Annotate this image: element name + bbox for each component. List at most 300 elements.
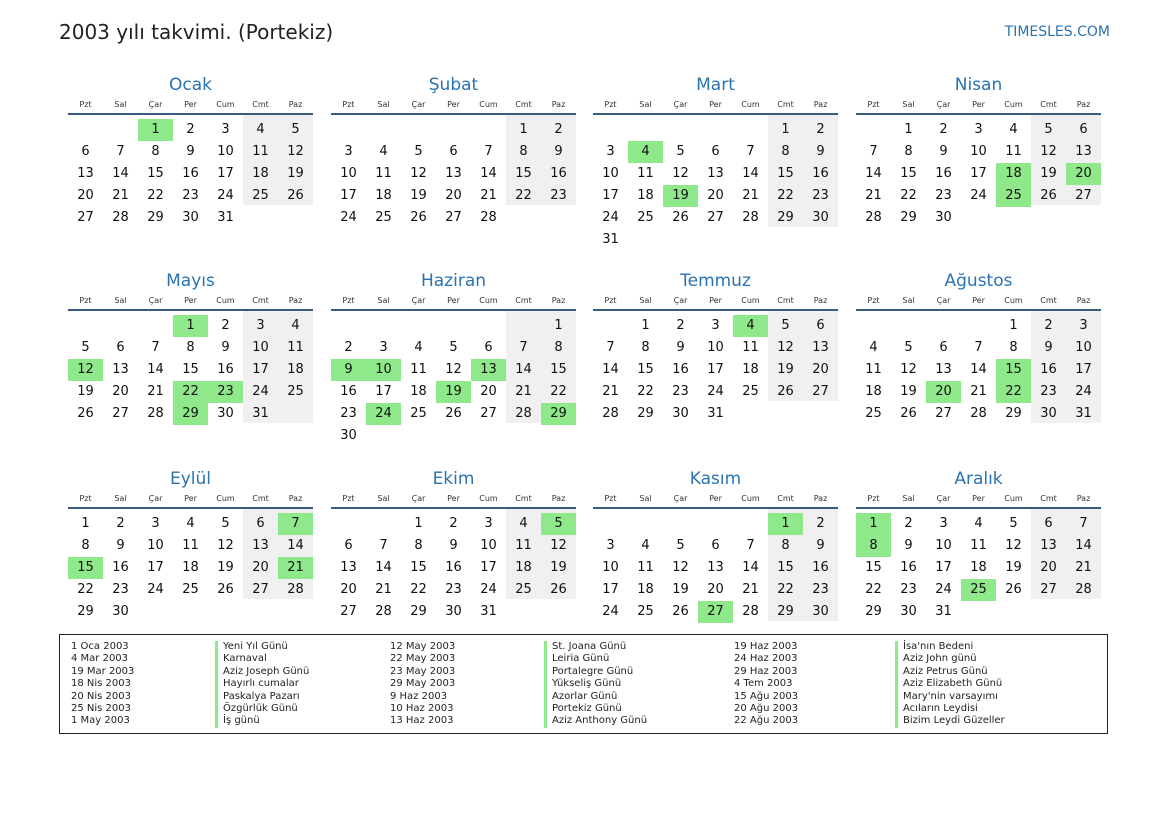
day-cell: 3 [711, 318, 720, 333]
weekday-label: Çar [148, 494, 163, 503]
weekday-label: Cmt [252, 296, 269, 305]
day-cell: 9 [816, 144, 825, 159]
day-cell: 22 [147, 188, 164, 203]
day-cell: 27 [935, 406, 952, 421]
day-cell: 6 [484, 340, 493, 355]
day-cell: 10 [340, 166, 357, 181]
day-cell: 12 [900, 362, 917, 377]
holiday-day-cell: 29 [541, 403, 576, 425]
weekday-label: Pzt [604, 100, 617, 109]
day-cell: 6 [1044, 516, 1053, 531]
weekday-label: Çar [148, 100, 163, 109]
day-cell: 18 [865, 384, 882, 399]
day-cell: 14 [865, 166, 882, 181]
day-cell: 30 [182, 210, 199, 225]
weekday-label: Cmt [777, 494, 794, 503]
day-cell: 16 [935, 166, 952, 181]
weekday-label: Cum [216, 494, 235, 503]
weekday-header [331, 100, 576, 112]
day-cell: 30 [812, 604, 829, 619]
day-cell: 29 [637, 406, 654, 421]
day-cell: 17 [375, 384, 392, 399]
weekday-label: Pzt [342, 494, 355, 503]
day-cell: 7 [151, 340, 160, 355]
day-cell: 13 [707, 166, 724, 181]
day-cell: 8 [904, 144, 913, 159]
day-cell: 23 [340, 406, 357, 421]
day-cell: 24 [217, 188, 234, 203]
day-cell: 16 [112, 560, 129, 575]
day-cell: 17 [707, 362, 724, 377]
day-cell: 11 [252, 144, 269, 159]
weekday-label: Paz [288, 296, 303, 305]
weekday-label: Cum [741, 494, 760, 503]
weekday-label: Çar [148, 296, 163, 305]
day-cell: 19 [217, 560, 234, 575]
month-title: Eylül [169, 469, 212, 489]
day-cell: 26 [445, 406, 462, 421]
holiday-day-cell: 29 [173, 403, 208, 425]
day-cell: 20 [252, 560, 269, 575]
holiday-date: 1 Oca 2003 [71, 641, 129, 652]
holiday-date: 22 May 2003 [390, 653, 456, 665]
day-cell: 10 [602, 560, 619, 575]
day-cell: 15 [637, 362, 654, 377]
weekday-label: Pzt [79, 100, 92, 109]
day-cell: 22 [865, 582, 882, 597]
day-cell: 26 [1005, 582, 1022, 597]
day-cell: 18 [182, 560, 199, 575]
day-cell: 14 [147, 362, 164, 377]
day-cell: 11 [515, 538, 532, 553]
holiday-day-cell: 20 [1066, 163, 1101, 185]
day-cell: 23 [1040, 384, 1057, 399]
holiday-day-cell: 1 [138, 119, 173, 141]
day-cell: 28 [742, 604, 759, 619]
weekday-label: Pzt [342, 296, 355, 305]
day-cell: 24 [935, 582, 952, 597]
day-cell: 7 [519, 340, 528, 355]
weekday-label: Cmt [515, 494, 532, 503]
holiday-day-cell: 1 [173, 315, 208, 337]
day-cell: 21 [515, 384, 532, 399]
weekday-label: Cmt [1040, 296, 1057, 305]
holiday-date: 25 Nis 2003 [71, 703, 131, 714]
holiday-date: 9 Haz 2003 [390, 690, 448, 702]
day-cell: 21 [147, 384, 164, 399]
day-cell: 14 [970, 362, 987, 377]
month-title: Mart [696, 75, 735, 95]
holiday-name: Leiria Günü [544, 653, 609, 666]
day-cell: 3 [606, 538, 615, 553]
day-cell: 20 [112, 384, 129, 399]
holiday-name: St. Joana Günü [544, 641, 626, 654]
holiday-name: Aziz Petrus Günü [895, 666, 988, 679]
day-cell: 8 [781, 538, 790, 553]
day-cell: 29 [777, 604, 794, 619]
day-cell: 28 [865, 210, 882, 225]
day-cell: 6 [939, 340, 948, 355]
day-cell: 2 [904, 516, 913, 531]
day-cell: 26 [777, 384, 794, 399]
month-calendar [856, 271, 1101, 461]
day-cell: 7 [116, 144, 125, 159]
weekday-label: Per [972, 494, 985, 503]
site-link[interactable]: TIMESLES.COM [1004, 24, 1110, 40]
day-cell: 5 [676, 538, 685, 553]
day-cell: 14 [602, 362, 619, 377]
day-cell: 15 [777, 560, 794, 575]
day-cell: 14 [515, 362, 532, 377]
day-cell: 1 [519, 122, 528, 137]
weekday-header [68, 494, 313, 506]
month-calendar [331, 469, 576, 659]
weekday-label: Cum [479, 100, 498, 109]
day-cell: 11 [375, 166, 392, 181]
weekday-header [856, 296, 1101, 308]
day-cell: 12 [1005, 538, 1022, 553]
weekday-label: Cum [479, 494, 498, 503]
day-cell: 21 [375, 582, 392, 597]
day-cell: 13 [445, 166, 462, 181]
day-cell: 5 [904, 340, 913, 355]
day-cell: 5 [781, 318, 790, 333]
day-cell: 1 [781, 122, 790, 137]
day-cell: 23 [112, 582, 129, 597]
weekday-label: Cum [741, 296, 760, 305]
weekday-label: Pzt [604, 494, 617, 503]
day-cell: 24 [252, 384, 269, 399]
day-cell: 27 [77, 210, 94, 225]
weekday-label: Pzt [79, 296, 92, 305]
day-cell: 9 [1044, 340, 1053, 355]
day-cell: 8 [554, 340, 563, 355]
day-cell: 11 [182, 538, 199, 553]
day-cell: 10 [480, 538, 497, 553]
holiday-date: 20 Nis 2003 [71, 690, 131, 702]
day-cell: 12 [410, 166, 427, 181]
weekday-label: Per [709, 494, 722, 503]
day-cell: 10 [970, 144, 987, 159]
day-cell: 13 [1040, 538, 1057, 553]
day-cell: 25 [865, 406, 882, 421]
day-cell: 4 [291, 318, 300, 333]
day-cell: 30 [112, 604, 129, 619]
holiday-day-cell: 13 [471, 359, 506, 381]
holiday-date: 1 May 2003 [71, 715, 130, 727]
day-cell: 24 [707, 384, 724, 399]
day-cell: 20 [707, 582, 724, 597]
day-cell: 31 [707, 406, 724, 421]
day-cell: 7 [869, 144, 878, 159]
day-cell: 17 [935, 560, 952, 575]
weekday-label: Cum [216, 100, 235, 109]
day-cell: 13 [707, 560, 724, 575]
holiday-date: 24 Haz 2003 [734, 653, 798, 665]
day-cell: 19 [1005, 560, 1022, 575]
day-cell: 16 [900, 560, 917, 575]
holiday-day-cell: 19 [663, 185, 698, 207]
day-cell: 6 [344, 538, 353, 553]
day-cell: 18 [970, 560, 987, 575]
day-cell: 1 [641, 318, 650, 333]
holiday-name: Portalegre Günü [544, 666, 633, 679]
day-cell: 4 [641, 538, 650, 553]
day-cell: 4 [519, 516, 528, 531]
holiday-name: İsa'nın Bedeni [895, 641, 973, 654]
day-cell: 21 [112, 188, 129, 203]
day-cell: 30 [445, 604, 462, 619]
day-cell: 13 [340, 560, 357, 575]
day-cell: 29 [1005, 406, 1022, 421]
weekday-label: Per [184, 100, 197, 109]
holiday-date: 29 May 2003 [390, 678, 456, 690]
day-cell: 26 [77, 406, 94, 421]
month-calendar [331, 75, 576, 265]
weekday-label: Sal [639, 296, 652, 305]
day-cell: 21 [742, 188, 759, 203]
day-cell: 28 [480, 210, 497, 225]
weekday-label: Çar [936, 296, 951, 305]
day-cell: 11 [410, 362, 427, 377]
day-cell: 21 [480, 188, 497, 203]
day-cell: 28 [287, 582, 304, 597]
day-cell: 15 [865, 560, 882, 575]
day-cell: 6 [449, 144, 458, 159]
weekday-header [856, 100, 1101, 112]
day-cell: 27 [112, 406, 129, 421]
day-cell: 9 [816, 538, 825, 553]
holiday-day-cell: 1 [768, 513, 803, 535]
day-cell: 3 [484, 516, 493, 531]
weekday-label: Cmt [777, 100, 794, 109]
month-title: Kasım [689, 469, 742, 489]
day-cell: 10 [602, 166, 619, 181]
day-cell: 25 [287, 384, 304, 399]
day-cell: 2 [816, 122, 825, 137]
day-cell: 3 [939, 516, 948, 531]
month-title: Şubat [428, 75, 479, 95]
month-calendar [593, 75, 838, 265]
day-cell: 18 [742, 362, 759, 377]
weekday-header [68, 296, 313, 308]
weekday-label: Pzt [867, 100, 880, 109]
weekday-label: Sal [377, 100, 390, 109]
weekday-label: Per [972, 100, 985, 109]
day-cell: 23 [900, 582, 917, 597]
day-cell: 9 [939, 144, 948, 159]
month-title: Haziran [420, 271, 487, 291]
day-cell: 8 [781, 144, 790, 159]
weekday-label: Cum [1004, 100, 1023, 109]
day-cell: 18 [375, 188, 392, 203]
day-cell: 22 [515, 188, 532, 203]
day-cell: 19 [672, 582, 689, 597]
day-cell: 23 [935, 188, 952, 203]
day-cell: 2 [344, 340, 353, 355]
holiday-day-cell: 25 [996, 185, 1031, 207]
day-cell: 14 [112, 166, 129, 181]
day-cell: 21 [865, 188, 882, 203]
weekday-label: Paz [288, 100, 303, 109]
weekday-label: Paz [1076, 494, 1091, 503]
day-cell: 1 [81, 516, 90, 531]
holiday-date: 22 Ağu 2003 [734, 715, 799, 727]
day-cell: 3 [221, 122, 230, 137]
day-cell: 22 [900, 188, 917, 203]
day-cell: 2 [1044, 318, 1053, 333]
day-cell: 27 [480, 406, 497, 421]
day-cell: 29 [410, 604, 427, 619]
day-cell: 16 [217, 362, 234, 377]
day-cell: 2 [939, 122, 948, 137]
day-cell: 3 [974, 122, 983, 137]
day-cell: 26 [217, 582, 234, 597]
day-cell: 15 [147, 166, 164, 181]
weekday-header [593, 296, 838, 308]
day-cell: 28 [1075, 582, 1092, 597]
day-cell: 15 [900, 166, 917, 181]
weekday-label: Sal [902, 100, 915, 109]
holiday-day-cell: 5 [541, 513, 576, 535]
day-cell: 21 [1075, 560, 1092, 575]
day-cell: 3 [379, 340, 388, 355]
day-cell: 3 [151, 516, 160, 531]
day-cell: 29 [147, 210, 164, 225]
day-cell: 27 [707, 210, 724, 225]
day-cell: 30 [672, 406, 689, 421]
holiday-name: Bizim Leydi Güzeller [895, 715, 1005, 728]
holiday-name: Hayırlı cumalar [215, 678, 299, 691]
day-cell: 8 [186, 340, 195, 355]
day-cell: 16 [340, 384, 357, 399]
weekday-label: Paz [813, 296, 828, 305]
holiday-name: Aziz Joseph Günü [215, 666, 309, 679]
holiday-day-cell: 15 [68, 557, 103, 579]
weekday-label: Çar [936, 100, 951, 109]
holiday-name: Karnaval [215, 653, 267, 666]
day-cell: 19 [777, 362, 794, 377]
weekday-label: Cum [1004, 494, 1023, 503]
day-cell: 8 [151, 144, 160, 159]
holiday-name: Özgürlük Günü [215, 703, 298, 716]
holiday-day-cell: 22 [173, 381, 208, 403]
day-cell: 5 [221, 516, 230, 531]
day-cell: 11 [865, 362, 882, 377]
day-cell: 31 [1075, 406, 1092, 421]
weekday-header [856, 494, 1101, 506]
day-cell: 8 [519, 144, 528, 159]
holiday-name: İş günü [215, 715, 260, 728]
holiday-date: 23 May 2003 [390, 665, 456, 677]
day-cell: 20 [480, 384, 497, 399]
day-cell: 11 [287, 340, 304, 355]
day-cell: 26 [672, 210, 689, 225]
holiday-name: Acıların Leydisi [895, 703, 978, 716]
day-cell: 14 [287, 538, 304, 553]
day-cell: 26 [550, 582, 567, 597]
day-cell: 8 [1009, 340, 1018, 355]
day-cell: 23 [445, 582, 462, 597]
day-cell: 11 [1005, 144, 1022, 159]
day-cell: 30 [217, 406, 234, 421]
weekday-label: Per [709, 296, 722, 305]
day-cell: 4 [379, 144, 388, 159]
day-cell: 22 [777, 582, 794, 597]
day-cell: 30 [935, 210, 952, 225]
day-cell: 5 [414, 144, 423, 159]
day-cell: 8 [81, 538, 90, 553]
weekday-label: Per [447, 494, 460, 503]
day-cell: 17 [217, 166, 234, 181]
day-cell: 16 [550, 166, 567, 181]
day-cell: 3 [606, 144, 615, 159]
day-cell: 14 [480, 166, 497, 181]
day-cell: 23 [812, 188, 829, 203]
holiday-date: 29 Haz 2003 [734, 665, 798, 677]
day-cell: 9 [554, 144, 563, 159]
holiday-day-cell: 10 [366, 359, 401, 381]
day-cell: 24 [970, 188, 987, 203]
weekday-label: Cum [216, 296, 235, 305]
day-cell: 29 [865, 604, 882, 619]
day-cell: 29 [900, 210, 917, 225]
day-cell: 18 [637, 188, 654, 203]
day-cell: 6 [81, 144, 90, 159]
day-cell: 23 [812, 582, 829, 597]
day-cell: 30 [340, 428, 357, 443]
day-cell: 27 [445, 210, 462, 225]
day-cell: 11 [742, 340, 759, 355]
day-cell: 12 [445, 362, 462, 377]
day-cell: 16 [812, 560, 829, 575]
weekday-label: Cmt [1040, 100, 1057, 109]
weekday-header [593, 494, 838, 506]
day-cell: 17 [1075, 362, 1092, 377]
weekday-label: Paz [813, 494, 828, 503]
day-cell: 6 [711, 144, 720, 159]
day-cell: 24 [147, 582, 164, 597]
day-cell: 17 [602, 582, 619, 597]
day-cell: 10 [707, 340, 724, 355]
holiday-date: 12 May 2003 [390, 641, 456, 652]
weekday-label: Çar [673, 494, 688, 503]
weekday-header [68, 100, 313, 112]
holiday-name: Mary'nin varsayımı [895, 691, 998, 704]
day-cell: 24 [602, 210, 619, 225]
day-cell: 24 [1075, 384, 1092, 399]
day-cell: 28 [970, 406, 987, 421]
holiday-date: 4 Mar 2003 [71, 653, 129, 665]
weekday-label: Çar [411, 296, 426, 305]
weekday-label: Cum [741, 100, 760, 109]
weekday-label: Sal [902, 296, 915, 305]
day-cell: 18 [637, 582, 654, 597]
weekday-label: Per [184, 296, 197, 305]
day-cell: 12 [550, 538, 567, 553]
weekday-label: Sal [114, 100, 127, 109]
weekday-label: Cmt [252, 100, 269, 109]
day-cell: 13 [252, 538, 269, 553]
holiday-day-cell: 9 [331, 359, 366, 381]
day-cell: 2 [816, 516, 825, 531]
weekday-label: Paz [1076, 296, 1091, 305]
holiday-date: 18 Nis 2003 [71, 678, 131, 690]
day-cell: 7 [746, 144, 755, 159]
holiday-name: Yükseliş Günü [544, 678, 621, 691]
weekday-label: Cmt [252, 494, 269, 503]
day-cell: 2 [186, 122, 195, 137]
